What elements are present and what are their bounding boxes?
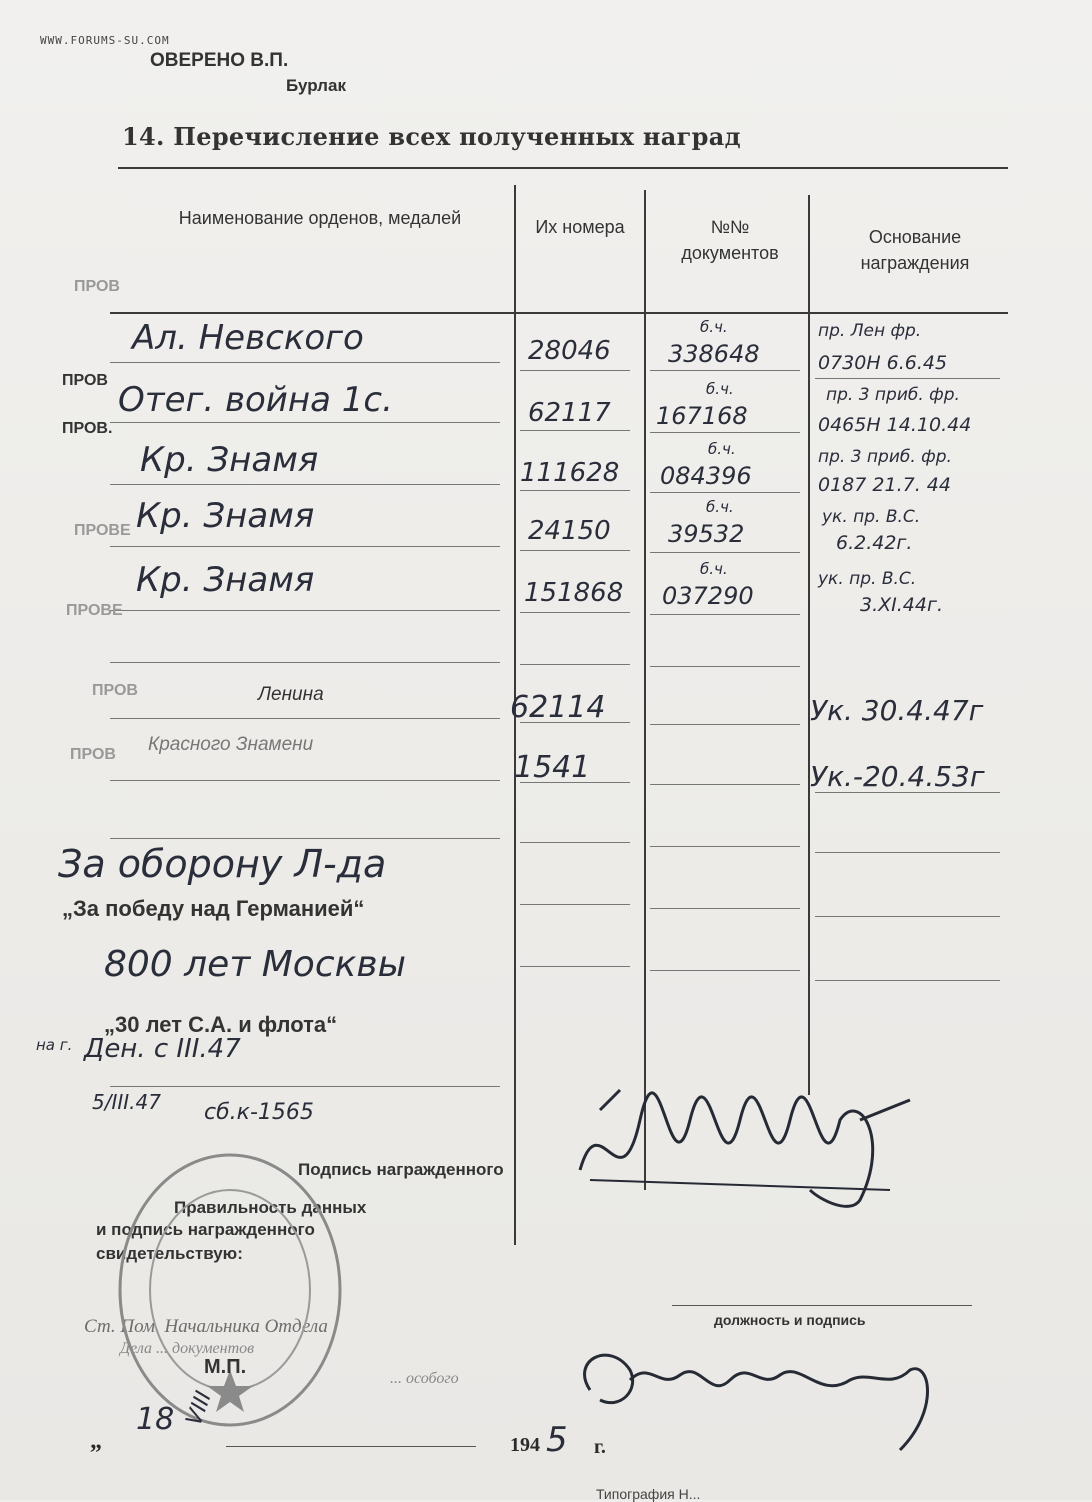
verified-stamp-line2: Бурлак: [286, 76, 346, 95]
row-rule: [110, 546, 500, 547]
award-number: 28046: [528, 336, 611, 366]
printed-award-number: 1541: [514, 750, 591, 785]
margin-mark: ПРОВ.: [62, 420, 113, 437]
row-rule: [650, 724, 800, 725]
award-basis: ук. пр. В.С.: [818, 569, 917, 589]
official-title-line3: ... особого: [390, 1370, 459, 1387]
document-prefix: б.ч.: [708, 440, 736, 458]
award-name: Кр. Знамя: [136, 560, 315, 600]
margin-mark: ПРОВ: [70, 746, 116, 763]
watermark-text: WWW.FORUMS-SU.COM: [40, 34, 170, 47]
award-name: Кр. Знамя: [136, 496, 315, 536]
row-rule: [110, 662, 500, 663]
row-rule: [110, 718, 500, 719]
award-basis: пр. Лен фр.: [818, 321, 922, 341]
header-basis: Основание награждения: [860, 227, 970, 273]
row-rule: [520, 842, 630, 843]
certify-line3: свидетельствую:: [96, 1244, 243, 1263]
document-number: 39532: [668, 520, 745, 548]
row-rule: [650, 908, 800, 909]
year-prefix: 194: [510, 1434, 540, 1456]
row-rule: [815, 378, 1000, 379]
document-prefix: б.ч.: [706, 498, 734, 516]
officer-signature: [560, 1330, 960, 1460]
year-suffix: г.: [594, 1436, 606, 1458]
award-basis: 0465Н 14.10.44: [818, 414, 972, 436]
medal-handwritten-ref: сб.к-1565: [204, 1100, 314, 1125]
row-rule: [650, 784, 800, 785]
row-rule: [110, 610, 500, 611]
document-number: 338648: [668, 340, 760, 368]
row-rule: [650, 666, 800, 667]
printed-award-name: Ленина: [258, 684, 324, 705]
row-rule: [650, 370, 800, 371]
position-signature-label: должность и подпись: [714, 1312, 866, 1328]
award-name: Ал. Невского: [132, 318, 364, 358]
medal-handwritten: 800 лет Москвы: [104, 944, 406, 985]
printer-imprint: Типография Н...: [596, 1486, 701, 1502]
table-top-rule: [118, 167, 1008, 169]
section-heading: 14. Перечисление всех полученных наград: [122, 122, 741, 151]
official-title-line2: Дела ... документов: [120, 1340, 255, 1357]
document-prefix: б.ч.: [706, 380, 734, 398]
seal-place-label: М.П.: [204, 1356, 247, 1378]
header-award-name: Наименование орденов, медалей: [178, 208, 462, 228]
award-number: 62117: [528, 398, 611, 428]
certify-line1: Правильность данных: [174, 1198, 367, 1217]
row-rule: [650, 432, 800, 433]
margin-mark: ПРОВЕ: [66, 602, 123, 619]
position-signature-rule: [672, 1305, 972, 1306]
award-number: 151868: [524, 578, 624, 608]
row-rule: [520, 664, 630, 665]
row-rule: [650, 614, 800, 615]
row-rule: [110, 422, 500, 423]
row-rule: [815, 916, 1000, 917]
document-number: 037290: [662, 582, 754, 610]
row-rule: [110, 1086, 500, 1087]
row-rule: [110, 484, 500, 485]
award-basis: 6.2.42г.: [836, 532, 913, 554]
margin-mark: ПРОВЕ: [74, 522, 131, 539]
margin-mark: ПРОВ: [74, 278, 120, 295]
column-divider-2: [644, 190, 646, 1190]
medal-printed: „30 лет С.А. и флота“: [104, 1012, 338, 1037]
row-rule: [520, 550, 630, 551]
date-open-quote: „: [90, 1428, 102, 1454]
row-rule: [110, 780, 500, 781]
award-basis: 3.XI.44г.: [860, 594, 943, 616]
document-prefix: б.ч.: [700, 560, 728, 578]
header-bottom-rule: [110, 312, 1008, 314]
row-rule: [650, 552, 800, 553]
award-basis: пр. 3 приб. фр.: [818, 447, 952, 467]
row-rule: [520, 430, 630, 431]
row-rule: [520, 370, 630, 371]
row-rule: [520, 612, 630, 613]
margin-mark: ПРОВ: [92, 682, 138, 699]
column-divider-3: [808, 195, 810, 1095]
date-rule: [226, 1446, 476, 1447]
printed-award-name: Красного Знамени: [148, 734, 314, 755]
award-number: 111628: [520, 458, 620, 488]
printed-award-basis: Ук. 30.4.47г: [810, 694, 984, 727]
row-rule: [650, 846, 800, 847]
row-rule: [650, 492, 800, 493]
certify-line2: и подпись награжденного: [96, 1220, 315, 1239]
award-number: 24150: [528, 516, 611, 546]
recipient-signature-label: Подпись награжденного: [298, 1160, 504, 1179]
award-basis: 0730Н 6.6.45: [818, 352, 948, 374]
document-number: 084396: [660, 462, 752, 490]
medal-printed: „За победу над Германией“: [62, 896, 365, 921]
certify-month: VIII: [181, 1388, 217, 1429]
printed-award-number: 62114: [510, 690, 606, 725]
header-number: Их номера: [535, 217, 625, 237]
certify-day: 18: [136, 1402, 175, 1437]
document-prefix: б.ч.: [700, 318, 728, 336]
award-basis: ук. пр. В.С.: [822, 507, 921, 527]
row-rule: [110, 362, 500, 363]
medal-handwritten-prefix: на г.: [36, 1036, 73, 1054]
row-rule: [650, 970, 800, 971]
official-title-line1: Ст. Пом. Начальника Отдела: [84, 1316, 328, 1337]
margin-mark: ПРОВ: [62, 372, 108, 389]
medal-handwritten: Ден. с III.47: [84, 1034, 241, 1064]
row-rule: [815, 980, 1000, 981]
printed-award-basis: Ук.-20.4.53г: [810, 760, 985, 793]
award-basis: 0187 21.7. 44: [818, 474, 951, 496]
row-rule: [520, 966, 630, 967]
medal-handwritten: За оборону Л-да: [58, 842, 387, 886]
header-documents: №№ документов: [681, 217, 779, 263]
year-digit: 5: [546, 1420, 568, 1460]
row-rule: [520, 904, 630, 905]
row-rule: [520, 490, 630, 491]
recipient-signature: [560, 1080, 920, 1220]
award-name: Кр. Знамя: [140, 440, 319, 480]
row-rule: [815, 852, 1000, 853]
award-basis: пр. 3 приб. фр.: [826, 385, 960, 405]
medal-handwritten-date: 5/III.47: [92, 1090, 161, 1114]
verified-stamp-line1: ОВЕРЕНО В.П.: [150, 50, 289, 71]
award-name: Отег. война 1с.: [118, 380, 393, 420]
document-number: 167168: [656, 402, 748, 430]
row-rule: [110, 838, 500, 839]
official-seal: [110, 1140, 350, 1440]
